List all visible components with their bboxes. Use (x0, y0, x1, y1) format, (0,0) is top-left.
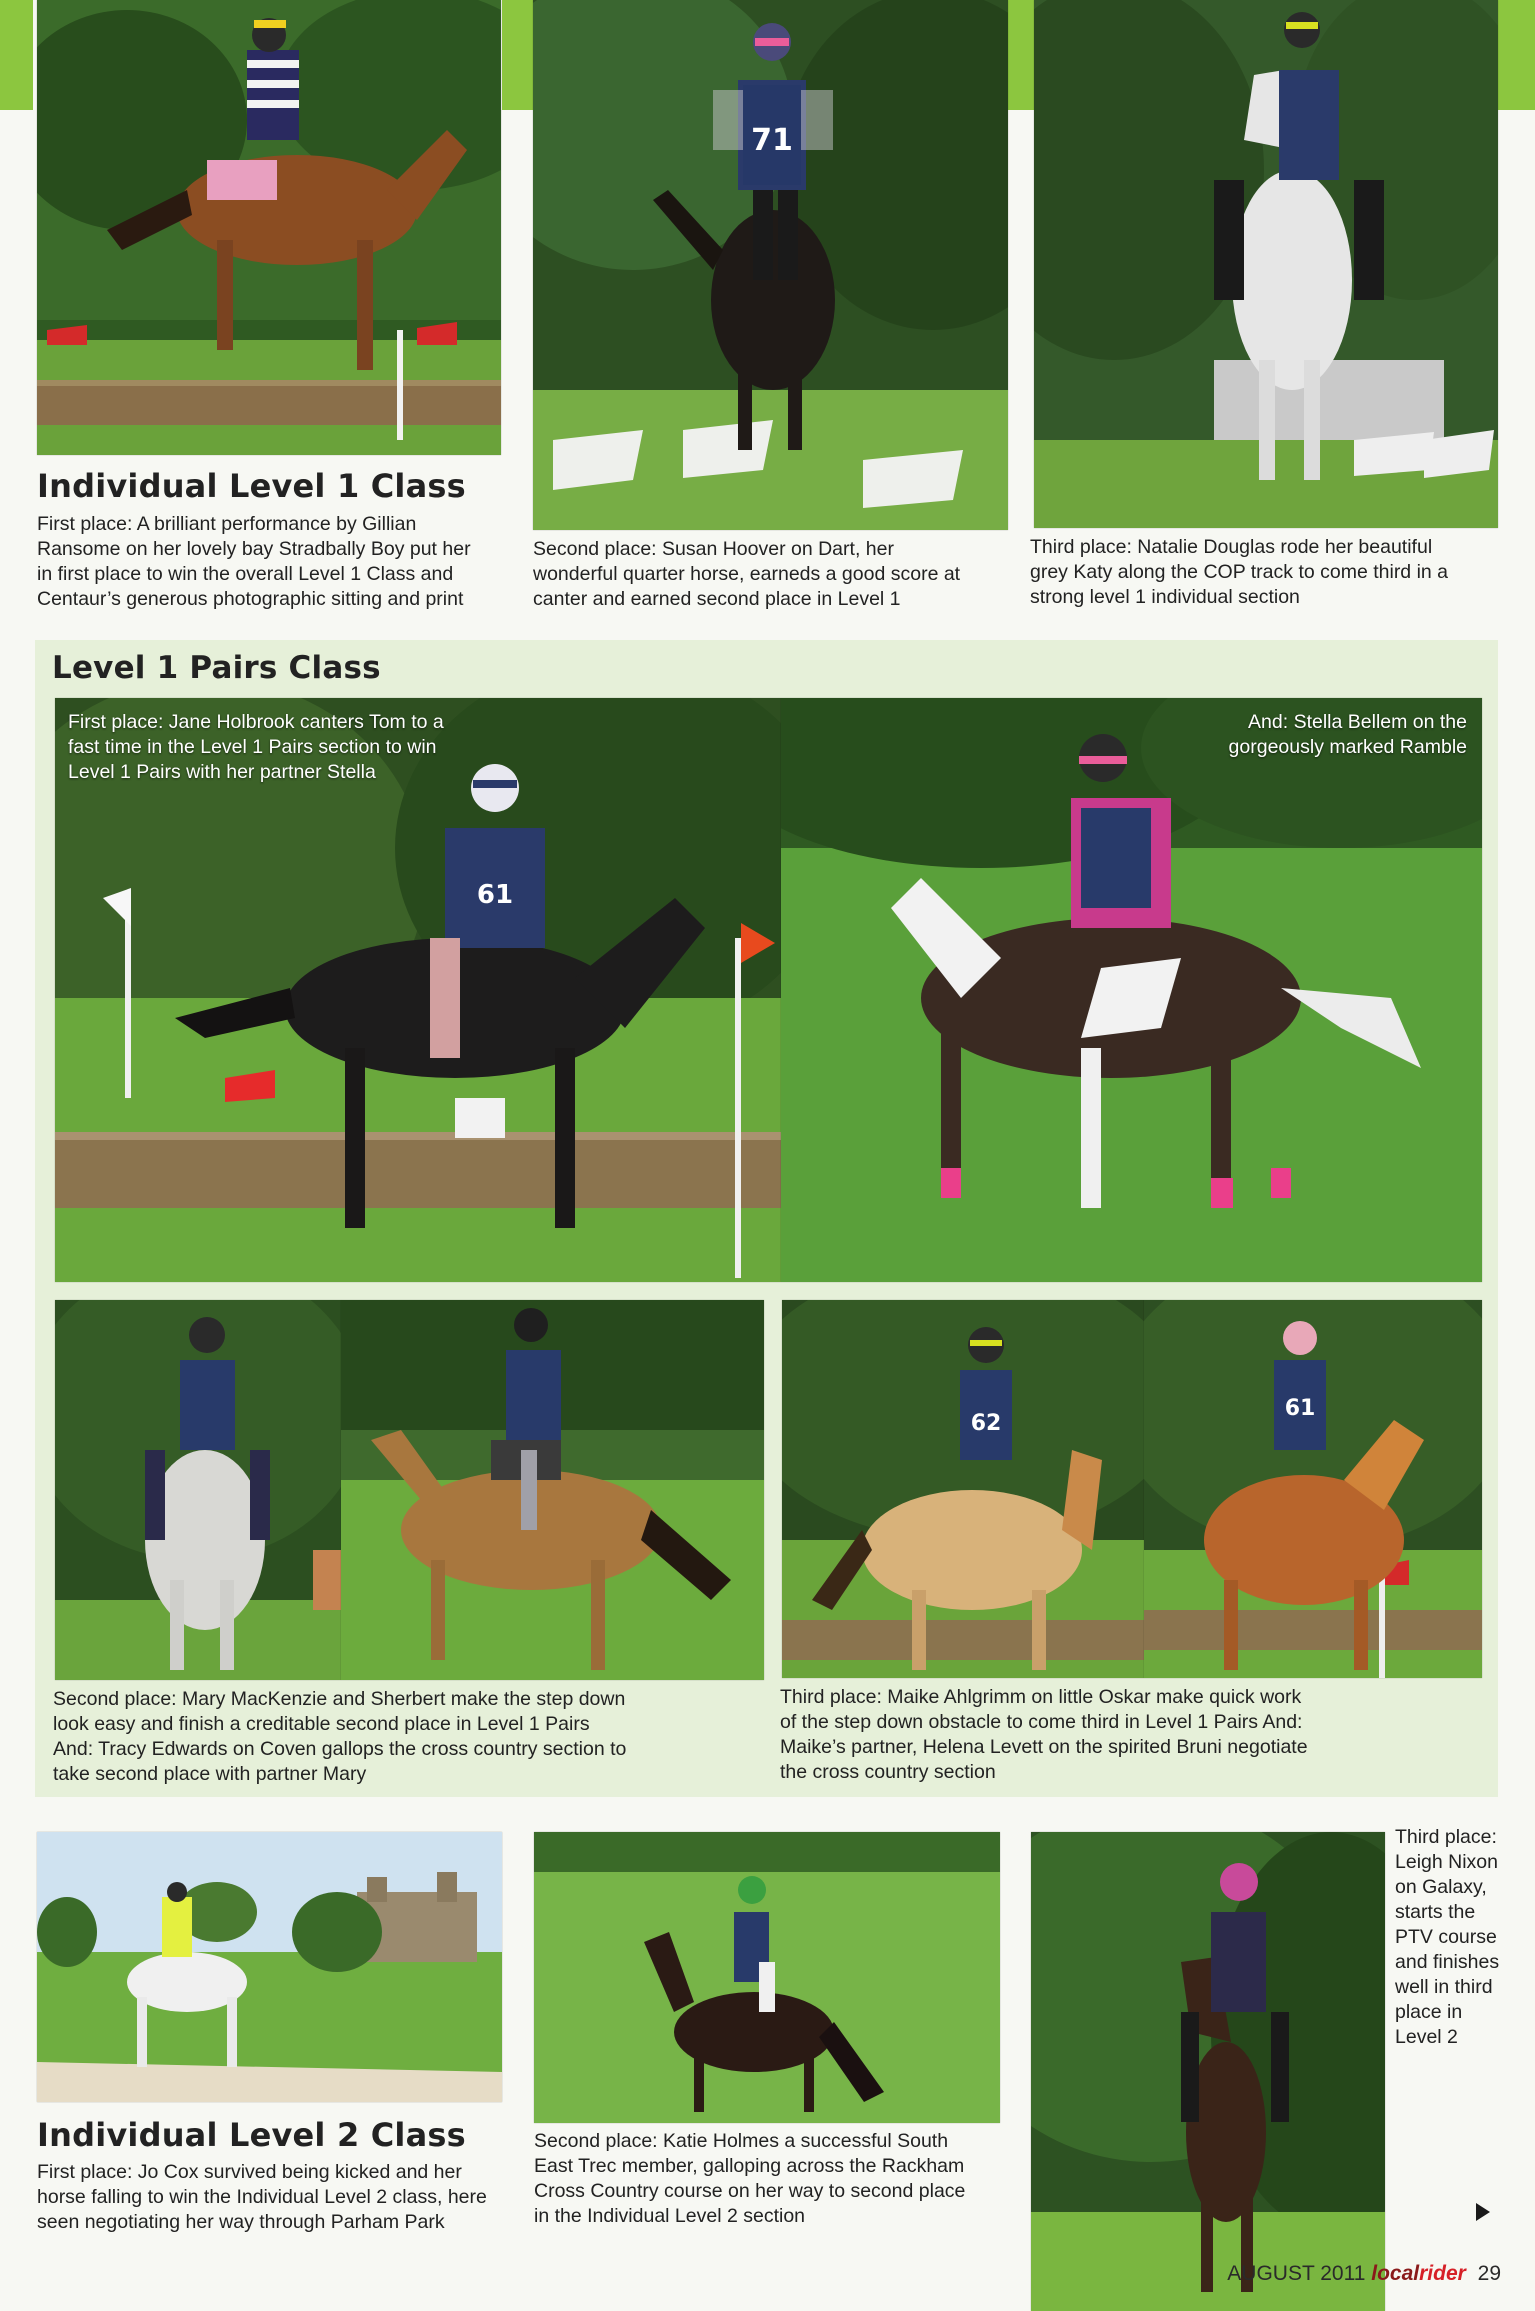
heading-individual-level2: Individual Level 2 Class (37, 2116, 466, 2154)
footer-issue: AUGUST 2011 (1227, 2262, 1366, 2285)
footer-brand-local: local (1371, 2262, 1420, 2285)
photo-pairs-first-right (781, 698, 1482, 1282)
caption-level2-second: Second place: Katie Holmes a successful South East Trec member, galloping across the Rackham Cross Country course on her way to second place in the Individual Level 2 section (534, 2130, 966, 2227)
photo-pairs-third-right (1144, 1300, 1482, 1678)
photo-level2-third (1031, 1832, 1385, 2311)
caption-pairs-second: Second place: Mary MacKenzie and Sherbert make the step down look easy and finish a creditable second place in Level 1 Pairs And: Tracy Edwards on Coven gallops the cross country section to take second place with partner Mary (53, 1688, 627, 1785)
bib-number: 71 (751, 123, 793, 158)
photo-level1-first (37, 0, 501, 455)
photo-pairs-third-left (782, 1300, 1144, 1678)
page-footer (1227, 2262, 1501, 2286)
photo-level1-third (1034, 0, 1498, 528)
accent-tab-edge (1498, 0, 1535, 110)
accent-tab-mid (502, 0, 533, 110)
bib-number: 61 (1284, 1396, 1316, 1421)
footer-page-number: 29 (1477, 2262, 1501, 2285)
footer-brand-rider: rider (1419, 2262, 1466, 2285)
bib-number: 61 (476, 880, 514, 910)
photo-pairs-second-right (341, 1300, 764, 1680)
continue-arrow-icon (1476, 2203, 1490, 2221)
caption-level1-second: Second place: Susan Hoover on Dart, her wonderful quarter horse, earneds a good score at canter and earned second place in Level 1 (533, 538, 961, 610)
accent-tab-left (0, 0, 33, 110)
bib-number: 62 (970, 1411, 1002, 1436)
caption-pairs-third: Third place: Maike Ahlgrimm on little Oskar make quick work of the step down obstacle to come third in Level 1 Pairs And: Maike’s partner, Helena Levett on the spirited Bruni negotiate the cross country section (780, 1686, 1308, 1783)
photo-level2-second (534, 1832, 1000, 2123)
photo-level1-second (533, 0, 1008, 530)
caption-level1-first: First place: A brilliant performance by Gillian Ransome on her lovely bay Stradbally Boy put her in first place to win the overall Level 1 Class and Centaur’s generous photographic sitting and print (37, 513, 471, 610)
caption-pairs-first-b: And: Stella Bellem on the gorgeously marked Ramble (1228, 711, 1467, 758)
heading-individual-level1: Individual Level 1 Class (37, 467, 466, 505)
caption-pairs-first-a: First place: Jane Holbrook canters Tom to a fast time in the Level 1 Pairs section to win Level 1 Pairs with her partner Stella (68, 711, 444, 783)
accent-tab-right (1008, 0, 1034, 110)
photo-pairs-first-left (55, 698, 781, 1282)
caption-level2-third: Third place: Leigh Nixon on Galaxy, starts the PTV course and finishes well in third place in Level 2 (1395, 1826, 1500, 2048)
photo-level2-first (37, 1832, 502, 2102)
caption-level2-first: First place: Jo Cox survived being kicked and her horse falling to win the Individual Level 2 class, here seen negotiating her way through Parham Park (37, 2161, 487, 2233)
photo-pairs-second-left (55, 1300, 341, 1680)
heading-pairs-level1: Level 1 Pairs Class (52, 650, 381, 686)
caption-level1-third: Third place: Natalie Douglas rode her beautiful grey Katy along the COP track to come third in a strong level 1 individual section (1030, 536, 1449, 608)
